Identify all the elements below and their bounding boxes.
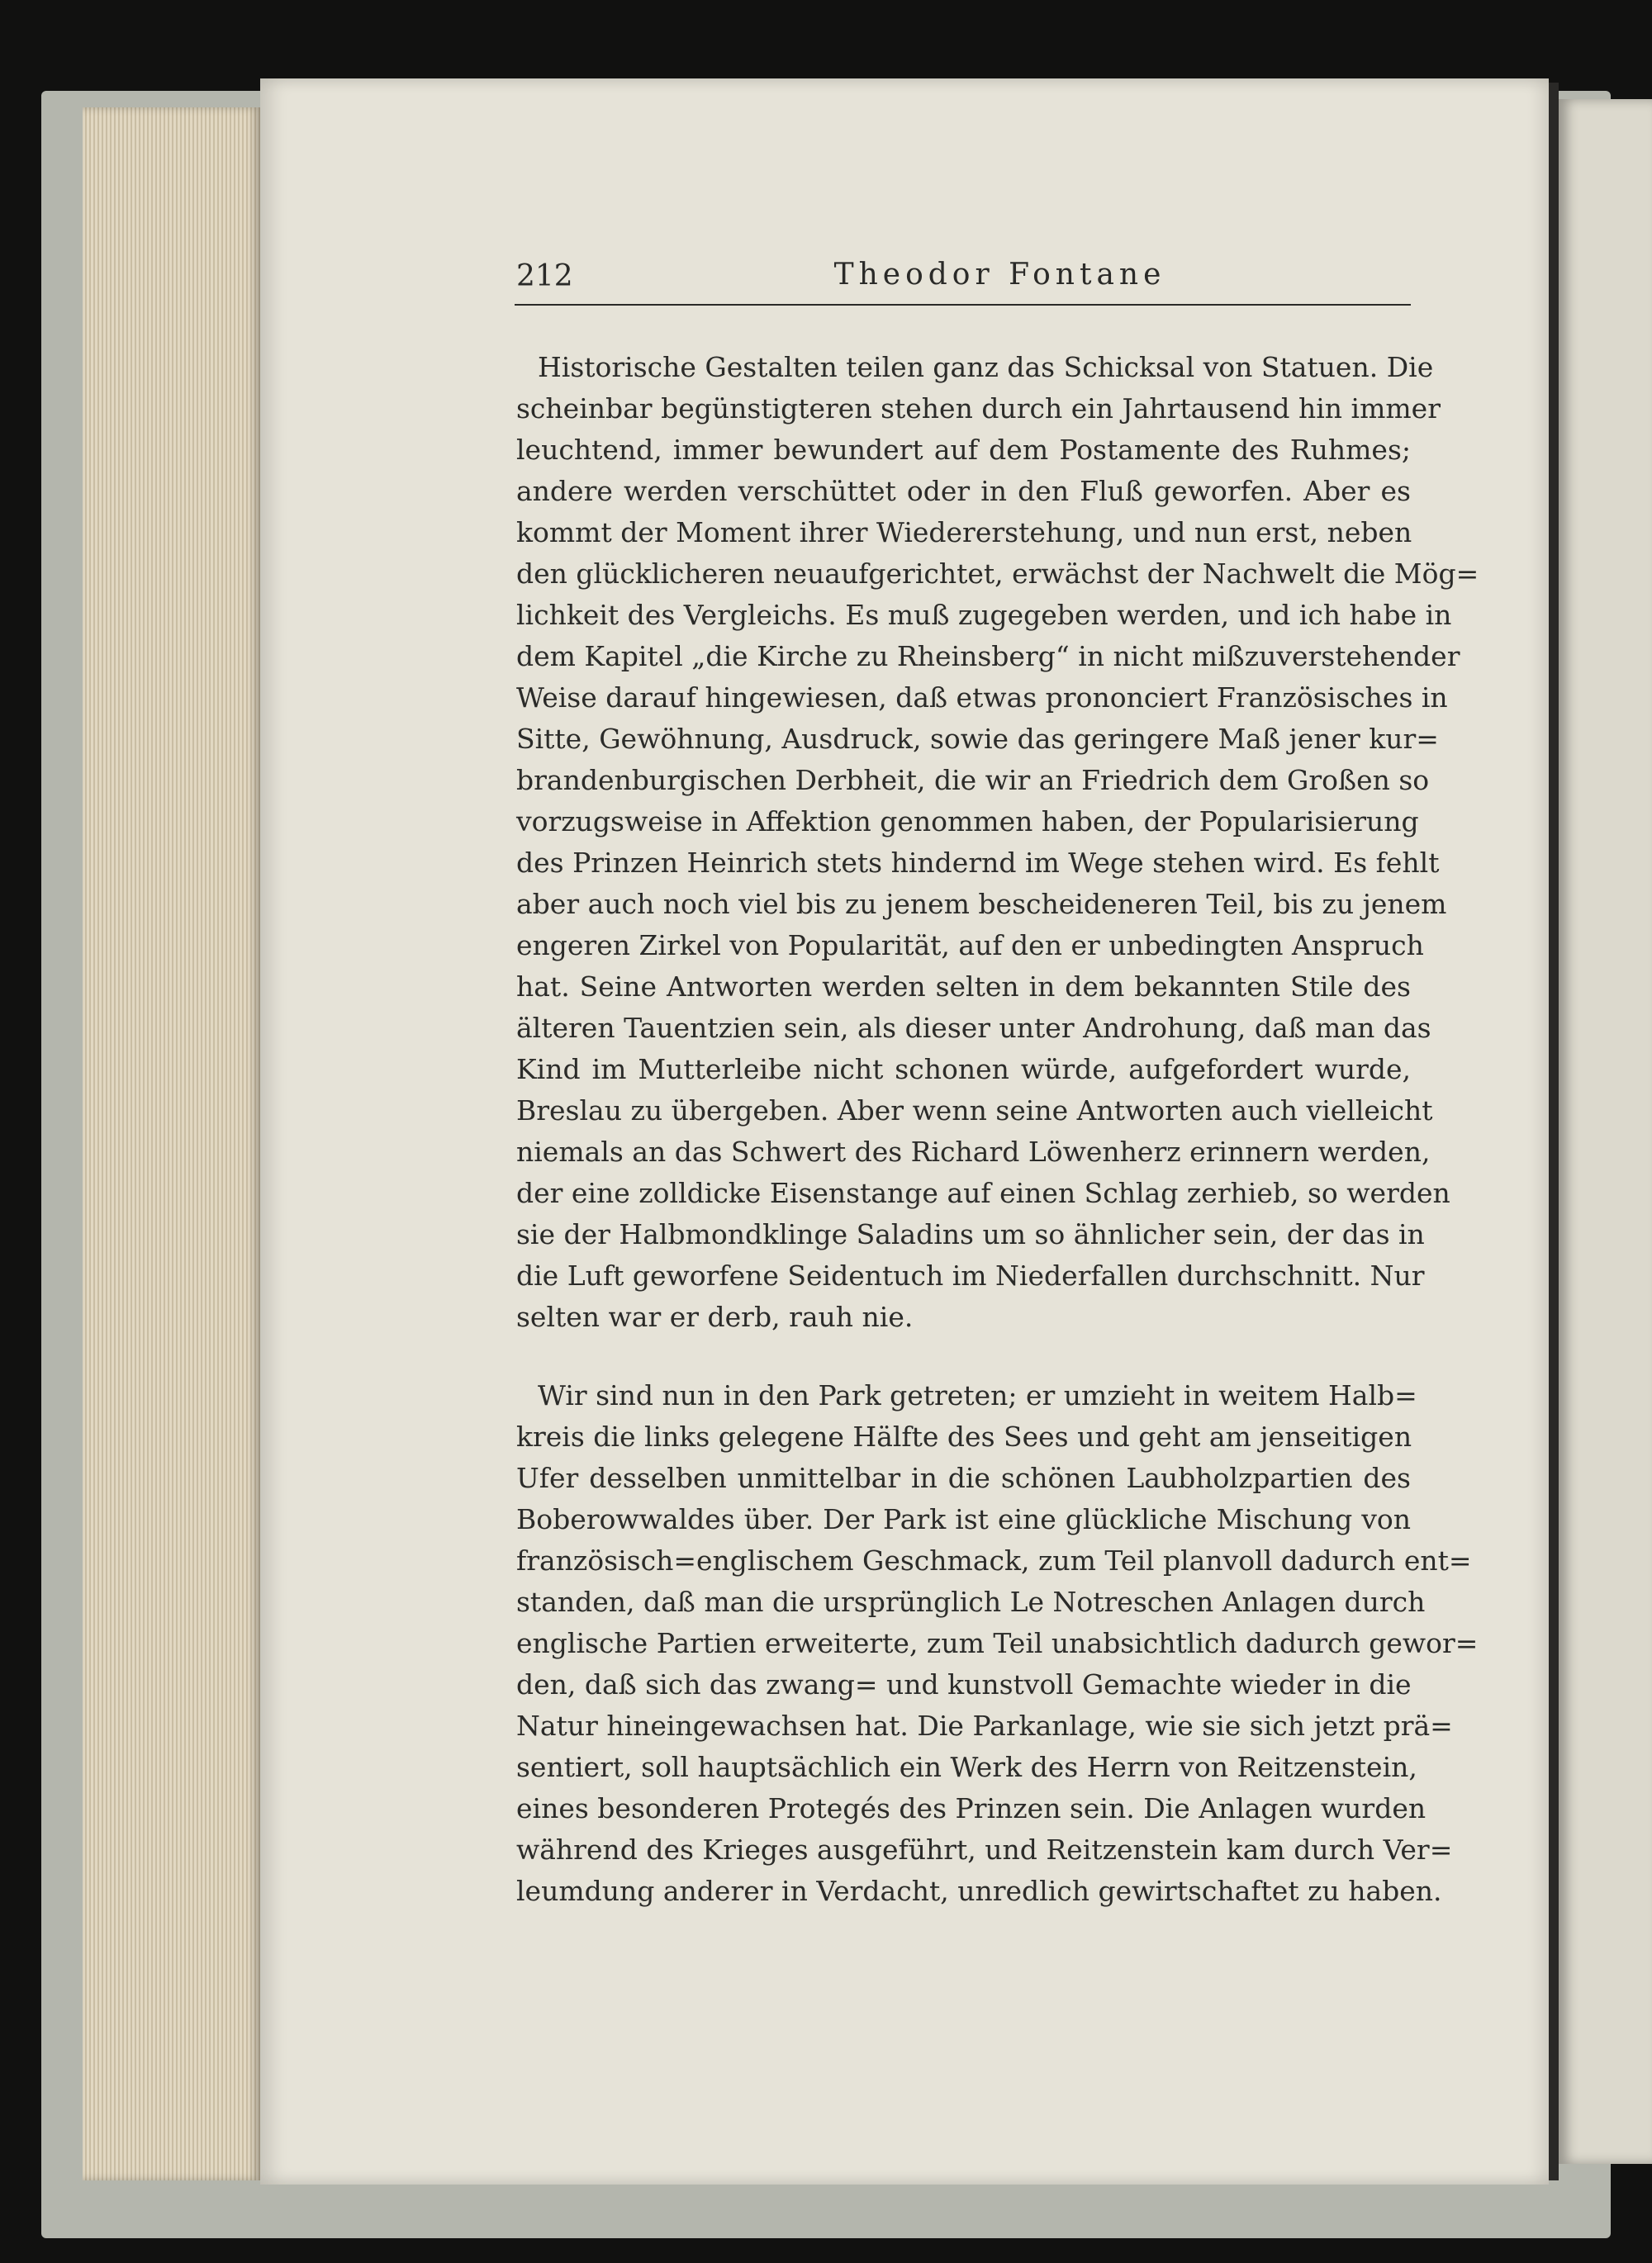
- text-line: kommt der Moment ihrer Wiedererstehung, und nun erst, neben: [516, 516, 1412, 548]
- text-line: Weise darauf hingewiesen, daß etwas prononciert Französisches in: [516, 681, 1448, 714]
- text-line: Breslau zu übergeben. Aber wenn seine Antworten auch vielleicht: [516, 1094, 1433, 1127]
- text-line: Wir sind nun in den Park getreten; er umzieht in weitem Halb=: [538, 1379, 1417, 1411]
- text-line: kreis die links gelegene Hälfte des Sees und geht am jenseitigen: [516, 1421, 1412, 1453]
- text-line: der eine zolldicke Eisenstange auf einen Schlag zerhieb, so werden: [516, 1177, 1450, 1209]
- running-head: [515, 254, 1411, 306]
- text-line: leumdung anderer in Verdacht, unredlich gewirtschaftet zu haben.: [516, 1875, 1442, 1907]
- text-line: niemals an das Schwert des Richard Löwenherz erinnern werden,: [516, 1136, 1431, 1168]
- page-number: 212: [516, 259, 573, 293]
- paragraph-2: [516, 1375, 1479, 1912]
- text-line: leuchtend, immer bewundert auf dem Postamente des Ruhmes;: [516, 434, 1411, 466]
- text-line: den, daß sich das zwang= und kunstvoll Gemachte wieder in die: [516, 1668, 1412, 1701]
- text-line: die Luft geworfene Seidentuch im Niederfallen durchschnitt. Nur: [516, 1260, 1425, 1292]
- book-gutter: [1549, 83, 1559, 2180]
- text-line: andere werden verschüttet oder in den Fluß geworfen. Aber es: [516, 475, 1411, 507]
- text-line: scheinbar begünstigteren stehen durch ein Jahrtausend hin immer: [516, 392, 1441, 425]
- paragraph-1: [516, 347, 1479, 1338]
- text-line: Boberowwaldes über. Der Park ist eine glückliche Mischung von: [516, 1503, 1411, 1535]
- text-line: standen, daß man die ursprünglich Le Notreschen Anlagen durch: [516, 1586, 1426, 1618]
- text-line: französisch=englischem Geschmack, zum Teil planvoll dadurch ent=: [516, 1544, 1472, 1577]
- running-head-author: Theodor Fontane: [833, 258, 1166, 292]
- text-line: sentiert, soll hauptsächlich ein Werk des Herrn von Reitzenstein,: [516, 1751, 1417, 1783]
- text-line: hat. Seine Antworten werden selten in dem bekannten Stile des: [516, 970, 1411, 1003]
- text-line: Natur hineingewachsen hat. Die Parkanlage, wie sie sich jetzt prä=: [516, 1710, 1453, 1742]
- page-block-edges: [83, 107, 260, 2180]
- text-line: englische Partien erweiterte, zum Teil unabsichtlich dadurch gewor=: [516, 1627, 1479, 1659]
- text-line: Sitte, Gewöhnung, Ausdruck, sowie das geringere Maß jener kur=: [516, 723, 1439, 755]
- text-line: dem Kapitel „die Kirche zu Rheinsberg“ in nicht mißzuverstehender: [516, 640, 1460, 672]
- text-line: Kind im Mutterleibe nicht schonen würde, aufgefordert wurde,: [516, 1053, 1411, 1085]
- text-line: selten war er derb, rauh nie.: [516, 1301, 914, 1333]
- text-line: des Prinzen Heinrich stets hindernd im Wege stehen wird. Es fehlt: [516, 847, 1440, 879]
- text-line: eines besonderen Protegés des Prinzen sein. Die Anlagen wurden: [516, 1792, 1427, 1824]
- text-line: älteren Tauentzien sein, als dieser unter Androhung, daß man das: [516, 1012, 1431, 1044]
- facing-page-edge: [1559, 99, 1652, 2164]
- text-line: vorzugsweise in Affektion genommen haben, der Popularisierung: [516, 805, 1419, 837]
- text-line: engeren Zirkel von Popularität, auf den er unbedingten Anspruch: [516, 929, 1424, 961]
- text-line: Historische Gestalten teilen ganz das Schicksal von Statuen. Die: [538, 351, 1434, 383]
- text-line: brandenburgischen Derbheit, die wir an Friedrich dem Großen so: [516, 764, 1430, 796]
- text-line: Ufer desselben unmittelbar in die schönen Laubholzpartien des: [516, 1462, 1411, 1494]
- text-line: sie der Halbmondklinge Saladins um so ähnlicher sein, der das in: [516, 1218, 1425, 1250]
- text-line: den glücklicheren neuaufgerichtet, erwächst der Nachwelt die Mög=: [516, 557, 1479, 590]
- text-line: aber auch noch viel bis zu jenem bescheideneren Teil, bis zu jenem: [516, 888, 1447, 920]
- text-line: während des Krieges ausgeführt, und Reitzenstein kam durch Ver=: [516, 1834, 1453, 1866]
- text-line: lichkeit des Vergleichs. Es muß zugegeben werden, und ich habe in: [516, 599, 1452, 631]
